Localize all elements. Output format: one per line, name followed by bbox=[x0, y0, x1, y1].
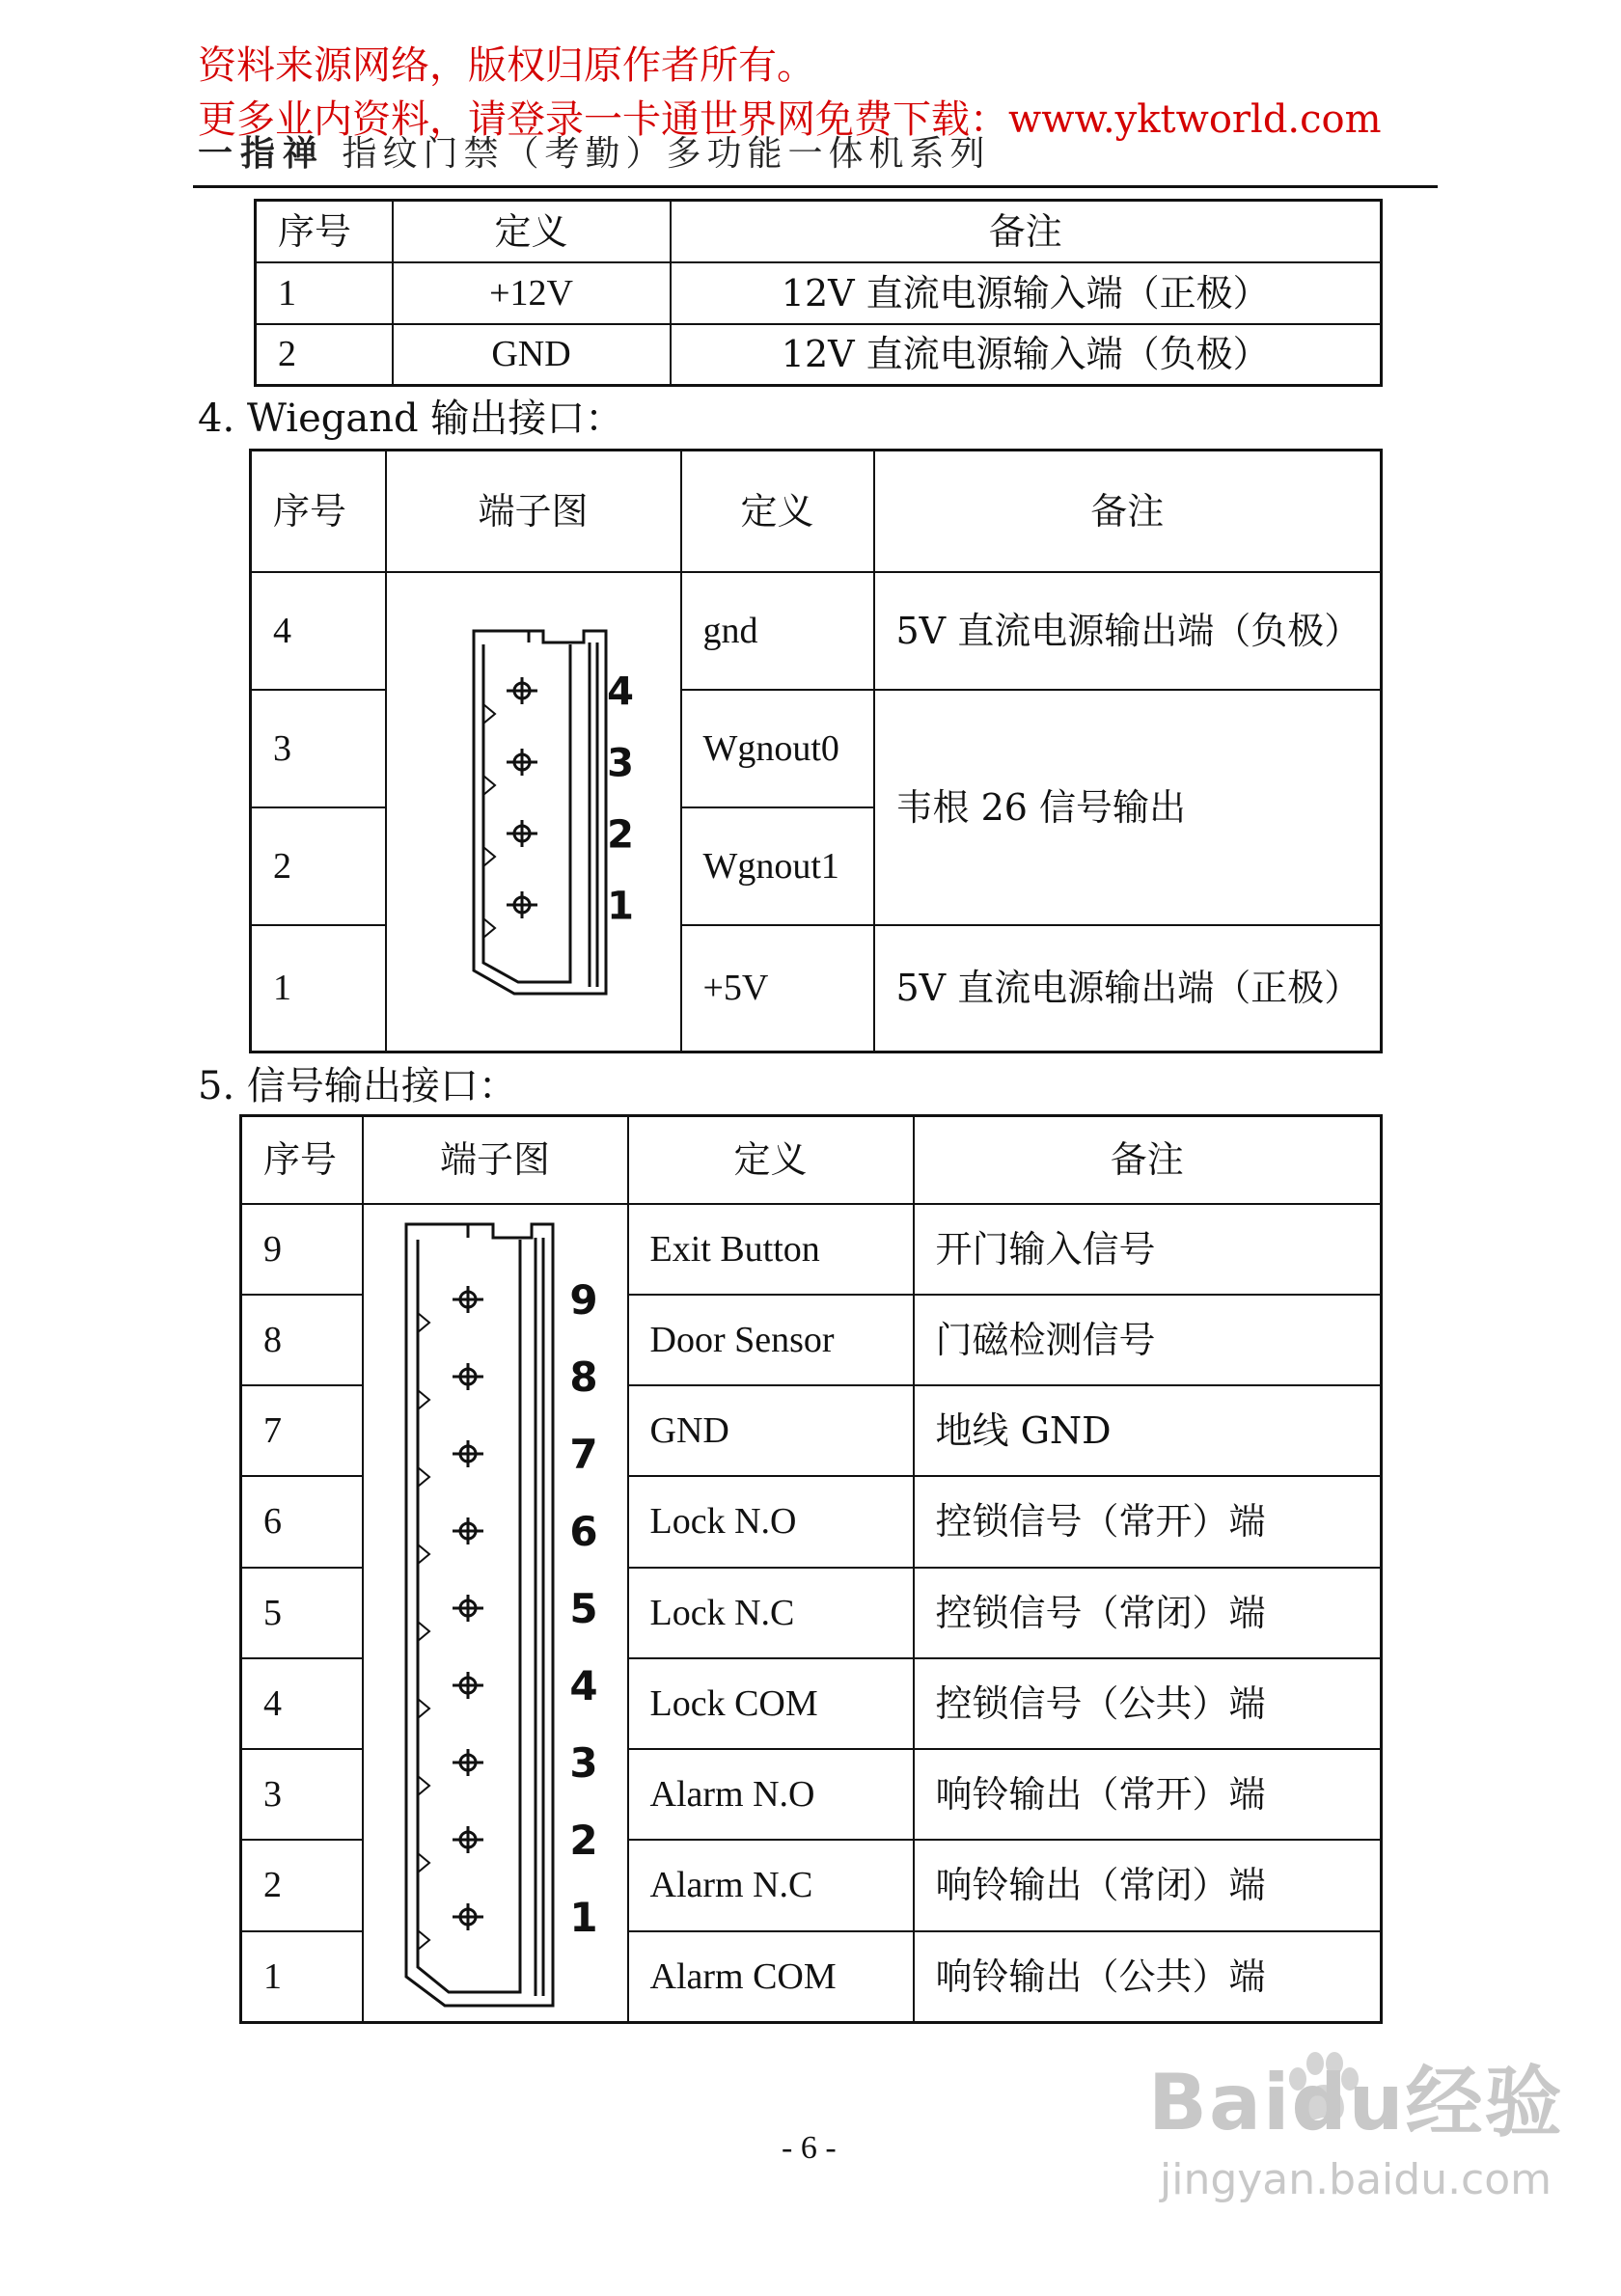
row-note: 韦根 26 信号输出 bbox=[874, 690, 1382, 925]
header-cell: 备注 bbox=[671, 201, 1382, 262]
row-number: 3 bbox=[251, 690, 386, 807]
wiegand-output-table bbox=[249, 449, 1383, 1053]
row-note: 地线 GND bbox=[914, 1385, 1382, 1476]
row-definition: Alarm N.C bbox=[628, 1840, 914, 1930]
table-row bbox=[241, 1204, 1382, 1295]
row-definition: +5V bbox=[681, 925, 874, 1052]
connector-pin bbox=[418, 1749, 483, 1795]
download-notice: 更多业内资料，请登录一卡通世界网免费下载：www.yktworld.com bbox=[198, 97, 1382, 142]
row-number: 6 bbox=[241, 1476, 363, 1567]
row-number: 9 bbox=[241, 1204, 363, 1295]
copyright-notice: 资料来源网络，版权归原作者所有。 bbox=[198, 43, 815, 88]
brand-name: 一指禅 bbox=[198, 134, 326, 174]
pin-label: 2 bbox=[606, 812, 634, 858]
row-definition: gnd bbox=[681, 572, 874, 690]
connector-pin bbox=[418, 1440, 483, 1487]
connector-pin bbox=[418, 1595, 483, 1641]
row-definition: Alarm COM bbox=[628, 1931, 914, 2022]
row-number: 4 bbox=[251, 572, 386, 690]
pin-label: 3 bbox=[606, 741, 634, 786]
row-note: 12V 直流电源输入端（正极） bbox=[671, 262, 1382, 324]
header-cell: 序号 bbox=[241, 1116, 363, 1204]
wiegand-connector-diagram bbox=[427, 615, 640, 1001]
row-definition: Door Sensor bbox=[628, 1295, 914, 1385]
terminal-diagram-cell bbox=[386, 572, 681, 1052]
table-row bbox=[256, 324, 1382, 386]
watermark-url: jingyan.baidu.com bbox=[1160, 2155, 1552, 2204]
pin-label: 1 bbox=[606, 884, 634, 929]
power-input-table bbox=[254, 199, 1383, 387]
table-header-row bbox=[241, 1116, 1382, 1204]
row-definition: Lock N.O bbox=[628, 1476, 914, 1567]
row-note: 开门输入信号 bbox=[914, 1204, 1382, 1295]
connector-pin bbox=[483, 820, 537, 866]
table-header-row bbox=[251, 451, 1382, 572]
row-number: 1 bbox=[241, 1931, 363, 2022]
document-series-title: 指纹门禁（考勤）多功能一体机系列 bbox=[342, 134, 991, 174]
page-number: - 6 - bbox=[782, 2130, 837, 2166]
watermark-brand: Baidu经验 bbox=[1148, 2058, 1564, 2147]
pin-label: 4 bbox=[606, 670, 634, 715]
row-definition: Exit Button bbox=[628, 1204, 914, 1295]
row-definition: Wgnout0 bbox=[681, 690, 874, 807]
row-note: 5V 直流电源输出端（正极） bbox=[874, 925, 1382, 1052]
pin-label: 8 bbox=[569, 1353, 598, 1401]
row-note: 响铃输出（常开）端 bbox=[914, 1749, 1382, 1840]
connector-pin bbox=[483, 749, 537, 795]
connector-pin bbox=[418, 1903, 483, 1950]
table-row bbox=[251, 572, 1382, 690]
row-definition: +12V bbox=[393, 262, 671, 324]
row-note: 控锁信号（公共）端 bbox=[914, 1658, 1382, 1749]
signal-connector-diagram bbox=[379, 1205, 611, 2015]
connector-pin bbox=[418, 1826, 483, 1872]
row-note: 门磁检测信号 bbox=[914, 1295, 1382, 1385]
header-cell: 备注 bbox=[914, 1116, 1382, 1204]
header-cell: 定义 bbox=[628, 1116, 914, 1204]
row-definition: Lock COM bbox=[628, 1658, 914, 1749]
connector-pin bbox=[418, 1363, 483, 1409]
baidu-watermark bbox=[1148, 2058, 1564, 2204]
pin-label: 4 bbox=[569, 1661, 598, 1709]
pin-label: 2 bbox=[569, 1816, 598, 1864]
connector-pin bbox=[418, 1286, 483, 1332]
pin-label: 9 bbox=[569, 1275, 598, 1324]
section-heading-signal: 5. 信号输出接口： bbox=[198, 1064, 517, 1108]
header-cell: 序号 bbox=[256, 201, 393, 262]
row-number: 8 bbox=[241, 1295, 363, 1385]
row-number: 1 bbox=[251, 925, 386, 1052]
table-row bbox=[256, 262, 1382, 324]
pin-label: 1 bbox=[569, 1893, 598, 1941]
row-note: 12V 直流电源输入端（负极） bbox=[671, 324, 1382, 386]
row-number: 4 bbox=[241, 1658, 363, 1749]
row-number: 2 bbox=[251, 807, 386, 925]
row-definition: GND bbox=[393, 324, 671, 386]
row-number: 2 bbox=[241, 1840, 363, 1930]
row-number: 1 bbox=[256, 262, 393, 324]
header-cell: 端子图 bbox=[363, 1116, 628, 1204]
pin-label: 7 bbox=[569, 1430, 598, 1478]
document-header bbox=[198, 134, 991, 174]
row-number: 2 bbox=[256, 324, 393, 386]
terminal-diagram-cell bbox=[363, 1204, 628, 2023]
signal-output-table bbox=[239, 1114, 1383, 2024]
header-divider bbox=[193, 185, 1438, 188]
table-header-row bbox=[256, 201, 1382, 262]
header-cell: 序号 bbox=[251, 451, 386, 572]
row-definition: Lock N.C bbox=[628, 1568, 914, 1658]
row-definition: Alarm N.O bbox=[628, 1749, 914, 1840]
header-cell: 定义 bbox=[393, 201, 671, 262]
row-number: 5 bbox=[241, 1568, 363, 1658]
row-note: 5V 直流电源输出端（负极） bbox=[874, 572, 1382, 690]
header-cell: 定义 bbox=[681, 451, 874, 572]
row-note: 响铃输出（常闭）端 bbox=[914, 1840, 1382, 1930]
connector-pin bbox=[483, 891, 537, 938]
connector-pin bbox=[418, 1672, 483, 1718]
row-definition: Wgnout1 bbox=[681, 807, 874, 925]
connector-pin bbox=[418, 1517, 483, 1564]
row-note: 控锁信号（常闭）端 bbox=[914, 1568, 1382, 1658]
section-heading-wiegand: 4. Wiegand 输出接口： bbox=[198, 396, 624, 441]
row-number: 3 bbox=[241, 1749, 363, 1840]
pin-label: 3 bbox=[569, 1738, 598, 1787]
row-note: 响铃输出（公共）端 bbox=[914, 1931, 1382, 2022]
header-cell: 端子图 bbox=[386, 451, 681, 572]
row-definition: GND bbox=[628, 1385, 914, 1476]
row-note: 控锁信号（常开）端 bbox=[914, 1476, 1382, 1567]
pin-label: 6 bbox=[569, 1507, 598, 1555]
header-cell: 备注 bbox=[874, 451, 1382, 572]
row-number: 7 bbox=[241, 1385, 363, 1476]
pin-label: 5 bbox=[569, 1584, 598, 1632]
connector-pin bbox=[483, 677, 537, 724]
